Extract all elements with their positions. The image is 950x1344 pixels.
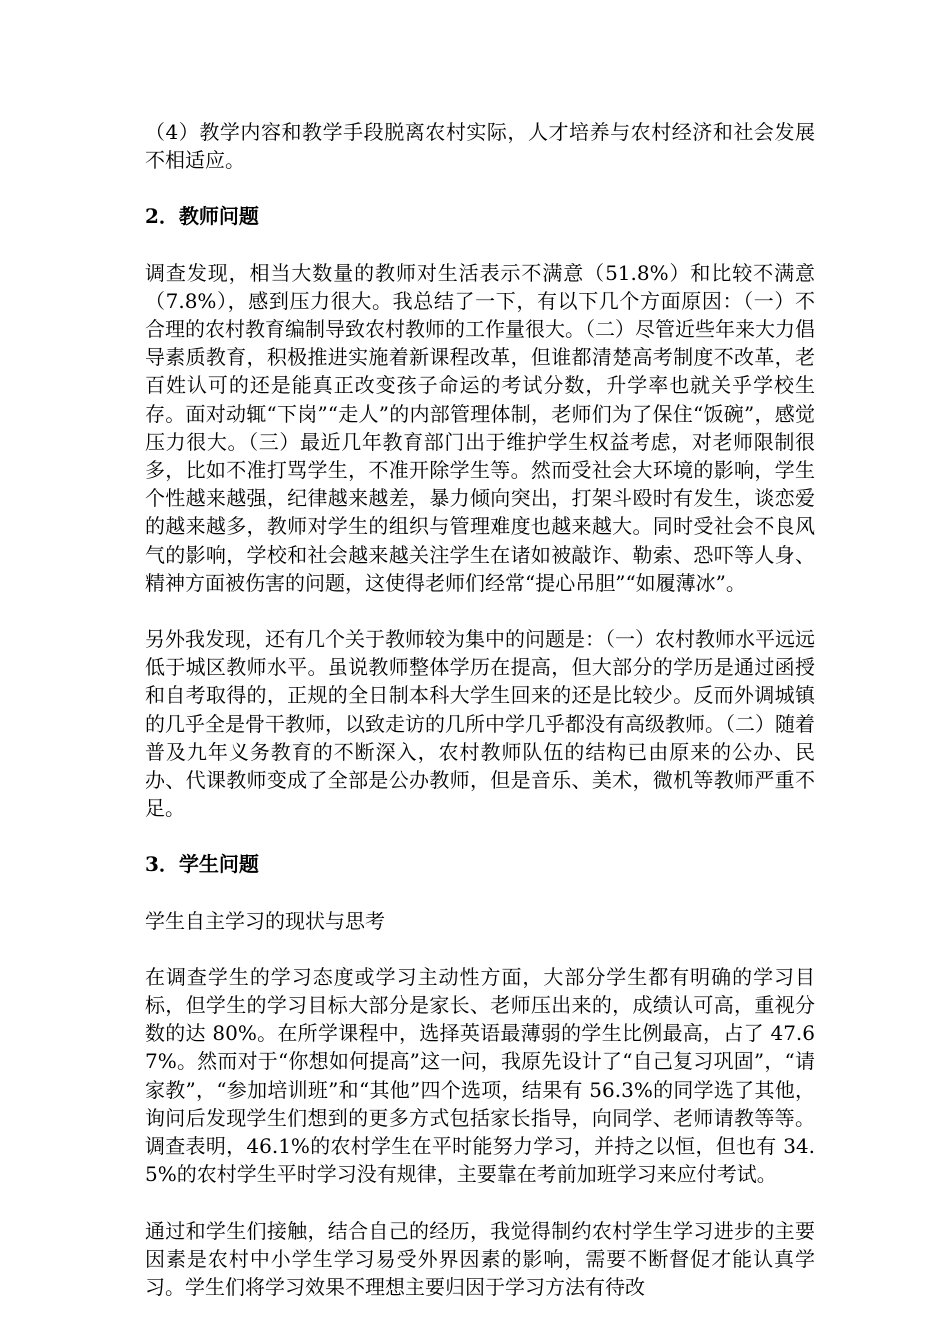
section-heading-student-issues: 3．学生问题 — [145, 852, 259, 877]
paragraph-teaching-content: （4）教学内容和教学手段脱离农村实际，人才培养与农村经济和社会发展不相适应。 — [145, 120, 815, 173]
paragraph-student-factors: 通过和学生们接触，结合自己的经历，我觉得制约农村学生学习进步的主要因素是农村中小学生学习易受外界因素的影响，需要不断督促才能认真学习。学生们将学习效果不理想主要归因于学习方法有待改 — [145, 1218, 815, 1299]
document-page — [145, 118, 815, 1329]
paragraph-teacher-other-issues: 另外我发现，还有几个关于教师较为集中的问题是：（一）农村教师水平远远低于城区教师水平。虽说教师整体学历在提高，但大部分的学历是通过函授和自考取得的，正规的全日制本科大学生回来的还是比较少。反而外调城镇的几乎全是骨干教师，以致走访的几所中学几乎都没有高级教师。（二）随着普及九年义务教育的不断深入，农村教师队伍的结构已由原来的公办、民办、代课教师变成了全部是公办教师，但是音乐、美术，微机等教师严重不足。 — [145, 627, 815, 821]
subheading-self-study: 学生自主学习的现状与思考 — [145, 908, 385, 933]
paragraph-student-survey: 在调查学生的学习态度或学习主动性方面，大部分学生都有明确的学习目标，但学生的学习目标大部分是家长、老师压出来的，成绩认可高，重视分数的达 80%。在所学课程中，选择英语最薄弱的学生比例最高，占了 47.67%。然而对于“你想如何提高”这一问，我原先设计了“自己复习巩固”，“请家教”，“参加培训班”和“其他”四个选项，结果有 56.3%的同学选了其他，询问后发现学生们想到的更多方式包括家长指导，向同学、老师请教等等。调查表明，46.1%的农村学生在平时能努力学习，并持之以恒，但也有 34.5%的农村学生平时学习没有规律，主要靠在考前加班学习来应付考试。 — [145, 964, 815, 1187]
section-heading-teacher-issues: 2．教师问题 — [145, 204, 259, 229]
paragraph-teacher-survey: 调查发现，相当大数量的教师对生活表示不满意（51.8%）和比较不满意（7.8%），感到压力很大。我总结了一下，有以下几个方面原因：（一）不合理的农村教育编制导致农村教师的工作量很大。（二）尽管近些年来大力倡导素质教育，积极推进实施着新课程改革，但谁都清楚高考制度不改革，老百姓认可的还是能真正改变孩子命运的考试分数，升学率也就关乎学校生存。面对动辄“下岗”“走人”的内部管理体制，老师们为了保住“饭碗”，感觉压力很大。（三）最近几年教育部门出于维护学生权益考虑，对老师限制很多，比如不准打骂学生，不准开除学生等。然而受社会大环境的影响，学生个性越来越强，纪律越来越差，暴力倾向突出，打架斗殴时有发生，谈恋爱的越来越多，教师对学生的组织与管理难度也越来越大。同时受社会不良风气的影响，学校和社会越来越关注学生在诸如被敲诈、勒索、恐吓等人身、精神方面被伤害的问题，这使得老师们经常“提心吊胆”“如履薄冰”。 — [145, 260, 815, 595]
